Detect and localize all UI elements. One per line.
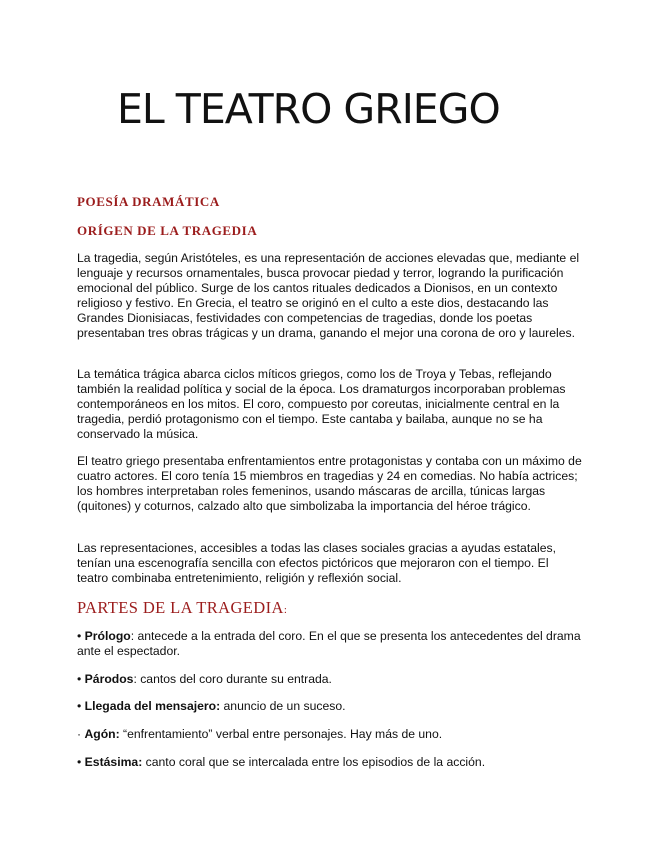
heading-poesia-dramatica: POESÍA DRAMÁTICA	[77, 194, 220, 209]
part-description: canto coral que se intercalada entre los episodios de la acción.	[142, 755, 486, 769]
paragraph-2: La temática trágica abarca ciclos míticos griegos, como los de Troya y Tebas, reflejando también la realidad política y social de la época. Los dramaturgos incorporaban problemas contemporáneos en los mitos. El coro, compuesto por coreutas, inicialmente central en la tragedia, perdió protagonismo con el tiempo. Este cantaba y bailaba, aunque no se ha conservado la música.	[77, 367, 566, 441]
paragraph-3: El teatro griego presentaba enfrentamientos entre protagonistas y contaba con un máximo de cuatro actores. El coro tenía 15 miembros en tragedias y 24 en comedias. No había actrices; los hombres interpretaban roles femeninos, usando máscaras de arcilla, túnicas largas (quitones) y coturnos, calzado alto que simbolizaba la importancia del héroe trágico.	[77, 454, 582, 513]
part-term: Prólogo	[84, 629, 131, 643]
bullet: •	[77, 699, 82, 713]
part-item-estasima	[77, 755, 582, 770]
part-description: : antecede a la entrada del coro. En el que se presenta los antecedentes del drama ante el espectador.	[77, 629, 581, 658]
part-term: Párodos	[84, 672, 134, 686]
heading-partes-text: PARTES DE LA TRAGEDIA	[77, 598, 284, 617]
part-item-agon	[77, 727, 582, 742]
part-term: Llegada del mensajero:	[84, 699, 221, 713]
bullet: •	[77, 629, 82, 643]
heading-partes-tragedia	[77, 598, 287, 620]
bullet: •	[77, 672, 82, 686]
part-description: “enfrentamiento” verbal entre personajes. Hay más de uno.	[119, 727, 443, 741]
part-item-parodos	[77, 672, 582, 687]
bullet: ·	[77, 727, 82, 741]
part-description: : cantos del coro durante su entrada.	[133, 672, 332, 686]
part-term: Agón:	[84, 727, 120, 741]
document-title: EL TEATRO GRIEGO	[117, 85, 500, 133]
part-item-prologo	[77, 629, 582, 659]
heading-origen-tragedia: ORÍGEN DE LA TRAGEDIA	[77, 223, 258, 238]
part-description: anuncio de un suceso.	[220, 699, 346, 713]
paragraph-4: Las representaciones, accesibles a todas las clases sociales gracias a ayudas estatales, tenían una escenografía sencilla con efectos pictóricos que mejoraron con el tiempo. El teatro combinaba entretenimiento, religión y reflexión social.	[77, 541, 556, 585]
part-item-mensajero	[77, 699, 582, 714]
part-term: Estásima:	[84, 755, 143, 769]
paragraph-1: La tragedia, según Aristóteles, es una representación de acciones elevadas que, mediante el lenguaje y recursos ornamentales, busca provocar piedad y terror, logrando la purificación emocional del público. Surge de los cantos rituales dedicados a Dionisos, en un contexto religioso y festivo. En Grecia, el teatro se originó en el culto a este dios, destacando las Grandes Dionisiacas, festividades con competencias de tragedias, donde los poetas presentaban tres obras trágicas y un drama, ganando el mejor una corona de oro y laureles.	[77, 251, 580, 340]
heading-partes-colon: :	[283, 604, 288, 616]
bullet: •	[77, 755, 82, 769]
